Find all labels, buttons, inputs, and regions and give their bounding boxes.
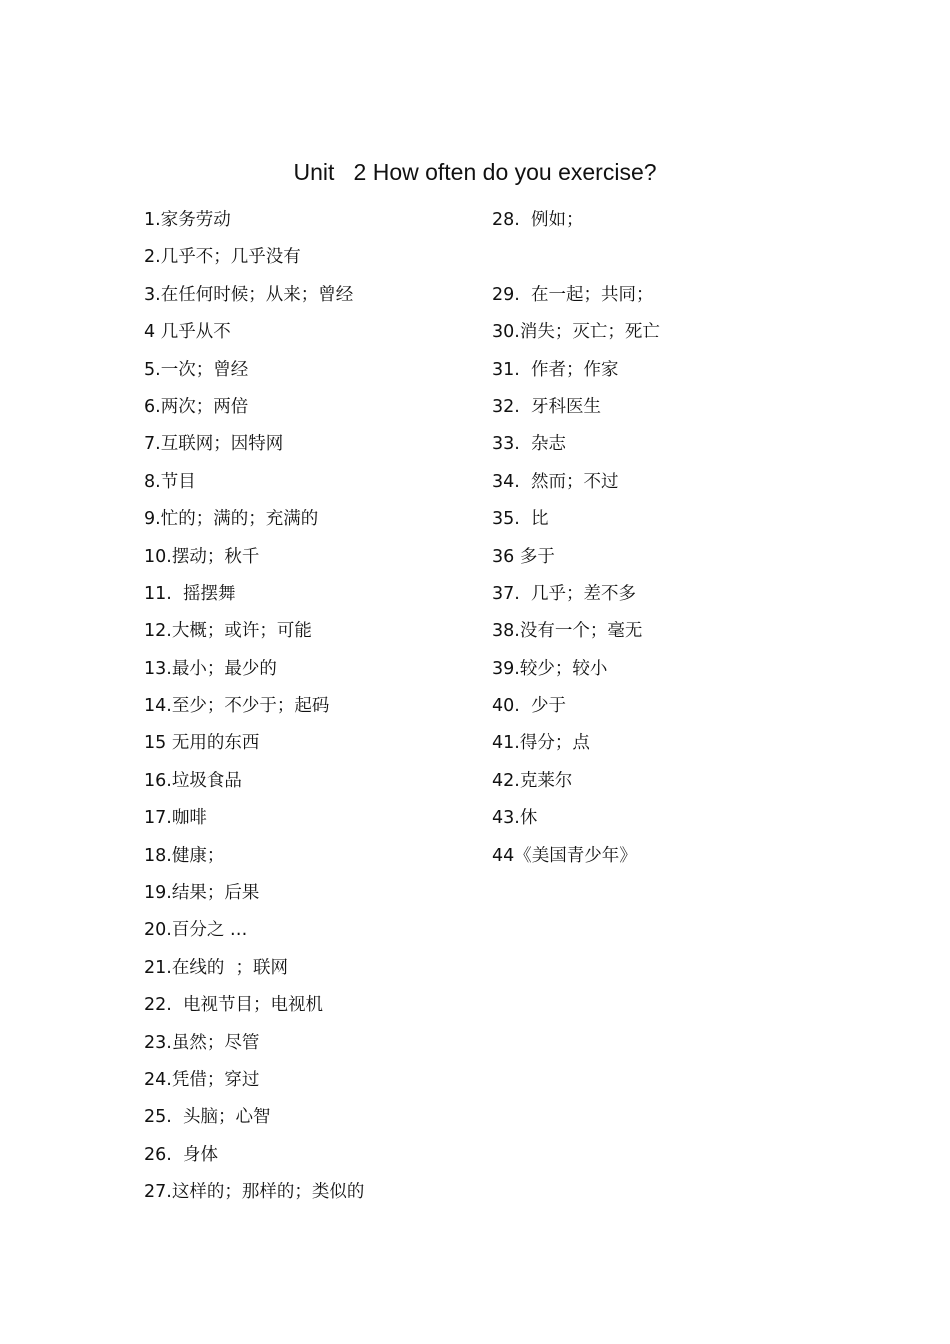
vocab-item: 42.克莱尔	[492, 770, 573, 791]
vocab-item: 16.垃圾食品	[144, 770, 242, 791]
blank-line	[492, 239, 812, 276]
vocab-item: 8.节目	[144, 471, 196, 492]
vocab-list-right	[492, 202, 812, 875]
vocab-item: 44《美国青少年》	[492, 845, 637, 866]
vocab-item: 15 无用的东西	[144, 733, 260, 754]
vocab-item: 26. 身体	[144, 1144, 218, 1165]
vocab-item: 30.消失；灭亡；死亡	[492, 322, 660, 343]
vocab-item: 27.这样的；那样的；类似的	[144, 1182, 365, 1203]
vocab-item: 6.两次；两倍	[144, 396, 249, 417]
vocab-item: 22. 电视节目；电视机	[144, 995, 323, 1016]
vocab-item: 40. 少于	[492, 696, 566, 717]
vocab-item: 36 多于	[492, 546, 555, 567]
vocab-item: 10.摆动；秋千	[144, 546, 260, 567]
vocab-item: 38.没有一个；毫无	[492, 621, 643, 642]
vocab-item: 32. 牙科医生	[492, 396, 601, 417]
vocab-item: 28. 例如；	[492, 210, 584, 230]
vocab-item: 7.互联网；因特网	[144, 434, 284, 455]
vocab-item: 23.虽然；尽管	[144, 1032, 260, 1053]
vocab-item: 29. 在一起；共同；	[492, 284, 654, 305]
vocab-item: 19.结果；后果	[144, 883, 260, 904]
vocab-item: 43.休	[492, 808, 538, 829]
vocab-item: 9.忙的；满的；充满的	[144, 509, 319, 530]
vocab-item: 17.咖啡	[144, 808, 207, 829]
vocab-item: 34. 然而；不过	[492, 471, 619, 492]
page-title: Unit 2 How often do you exercise?	[293, 159, 657, 185]
vocab-item: 21.在线的 ；联网	[144, 957, 288, 978]
vocab-item: 4 几乎从不	[144, 322, 231, 343]
vocab-item: 5.一次；曾经	[144, 359, 249, 380]
vocab-item: 3.在任何时候；从来；曾经	[144, 284, 354, 305]
vocab-item: 11. 摇摆舞	[144, 583, 236, 604]
vocab-item: 20.百分之 …	[144, 920, 248, 941]
vocab-item: 14.至少；不少于；起码	[144, 696, 330, 717]
vocab-item: 18.健康；	[144, 845, 225, 866]
vocab-list-left	[144, 202, 484, 1212]
vocab-item: 31. 作者；作家	[492, 359, 619, 380]
vocab-item: 35. 比	[492, 509, 549, 530]
vocab-item: 13.最小；最少的	[144, 658, 277, 679]
vocab-item: 37. 几乎；差不多	[492, 583, 636, 604]
vocab-item: 1.家务劳动	[144, 210, 231, 230]
vocab-item: 24.凭借；穿过	[144, 1069, 260, 1090]
vocab-item: 12.大概；或许；可能	[144, 621, 312, 642]
vocab-item: 25. 头脑；心智	[144, 1107, 271, 1128]
vocab-item: 39.较少；较小	[492, 658, 608, 679]
vocab-item: 41.得分；点	[492, 733, 590, 754]
vocab-item: 33. 杂志	[492, 434, 566, 455]
vocab-item: 2.几乎不；几乎没有	[144, 247, 301, 268]
